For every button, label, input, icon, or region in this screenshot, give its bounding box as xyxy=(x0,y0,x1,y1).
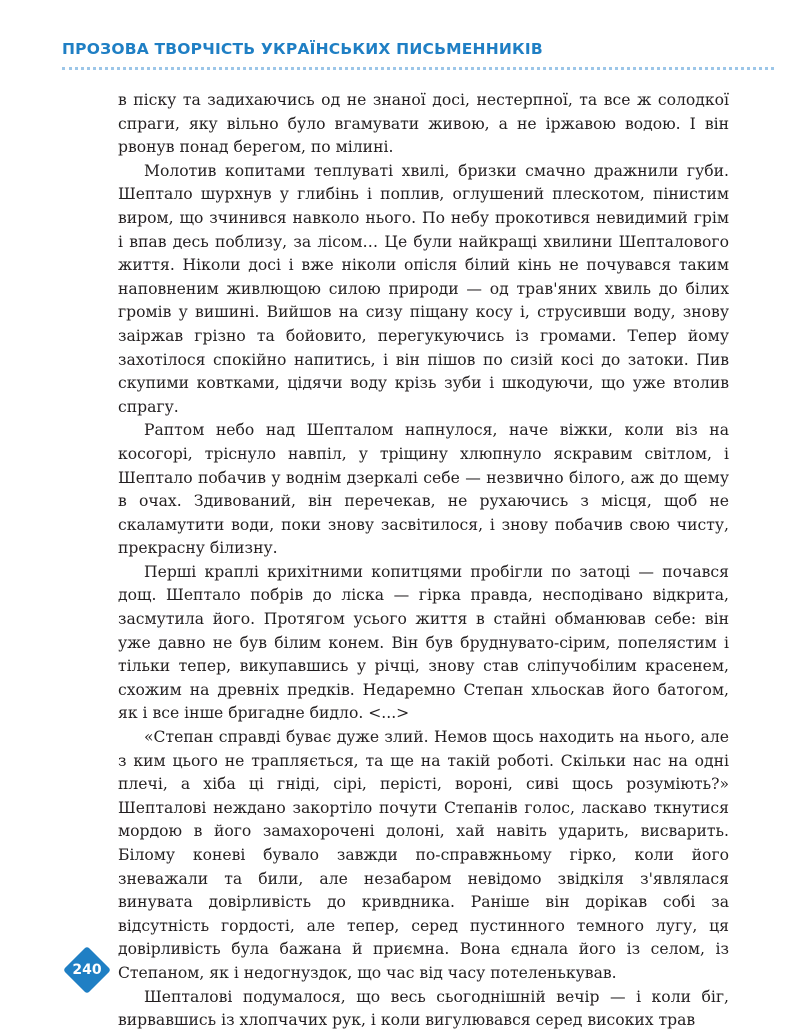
paragraph: «Степан справді буває дуже злий. Немов щось находить на нього, але з ким цього не трапляється, та ще на такій роботі. Скільки нас на одні плечі, а хіба ці гніді, сірі, перісті, вороні, сиві щось розуміють?» Шепталові неждано закортіло почути Степанів голос, ласкаво ткнутися мордою в його замахорочені долоні, хай навіть ударить, висварить. Білому коневі бувало завжди по-справжньому гірко, коли його зневажали та били, але незабаром невідомо звідкіля з'являлася винувата довірливість до кривдника. Раніше він дорікав собі за відсутність гордості, але тепер, серед пустинного темного лугу, ця довірливість була бажана й приємна. Вона єднала його із селом, із Степаном, як і недогнуздок, що час від часу потеленькував. xyxy=(118,728,729,982)
running-header-title: ПРОЗОВА ТВОРЧІСТЬ УКРАЇНСЬКИХ ПИСЬМЕННИКІВ xyxy=(62,40,543,58)
page-number: 240 xyxy=(72,962,102,978)
paragraph: Перші краплі крихітними копитцями пробігли по затоці — почався дощ. Шептало побрів до ліска — гірка правда, несподівано відкрита, засмутила його. Протягом усього життя в стайні обманював себе: він уже давно не був білим конем. Він був бруднувато-сірим, попелястим і тільки тепер, викупавшись у річці, знову став сліпучобілим красенем, схожим на древніх предків. Недаремно Степан хльоскав його батогом, як і все інше бригадне бидло. <...> xyxy=(118,562,729,723)
paragraph: Шепталові подумалося, що весь сьогоднішній вечір — і коли біг, вирвавшись із хлопчачих рук, і коли вигулювався серед високих трав xyxy=(118,987,729,1030)
page-number-badge xyxy=(63,946,111,994)
paragraph: Раптом небо над Шепталом напнулося, наче віжки, коли віз на косогорі, тріснуло навпіл, у тріщину хлюпнуло яскравим світлом, і Шептало побачив у воднім дзеркалі себе — незвично білого, аж до щему в очах. Здивований, він перечекав, не рухаючись з місця, щоб не скаламутити води, поки знову засвітилося, і знову побачив свою чисту, прекрасну білизну. xyxy=(118,421,729,558)
body-text xyxy=(118,89,729,1033)
header-dotted-divider xyxy=(62,67,774,70)
paragraph: Молотив копитами теплуваті хвилі, бризки смачно дражнили губи. Шептало шурхнув у глибінь і поплив, оглушений плескотом, пінистим виром, що зчинився навколо нього. По небу прокотився невидимий грім і впав десь поблизу, за лісом… Це були найкращі хвилини Шепталового життя. Ніколи досі і вже ніколи опісля білий кінь не почувався таким наповненим живлющою силою природи — од трав'яних хвиль до білих громів у вишині. Вийшов на сизу піщану косу і, струсивши воду, знову заіржав грізно та бойовито, перегукуючись із громами. Тепер йому захотілося спокійно напитись, і він пішов по сизій косі до затоки. Пив скупими ковтками, цідячи воду крізь зуби і шкодуючи, що уже втолив спрагу. xyxy=(118,161,729,416)
paragraph: в піску та задихаючись од не знаної досі, нестерпної, та все ж солодкої спраги, яку вільно було вгамувати живою, а не іржавою водою. І він рвонув понад берегом, по мілині. xyxy=(118,91,729,157)
